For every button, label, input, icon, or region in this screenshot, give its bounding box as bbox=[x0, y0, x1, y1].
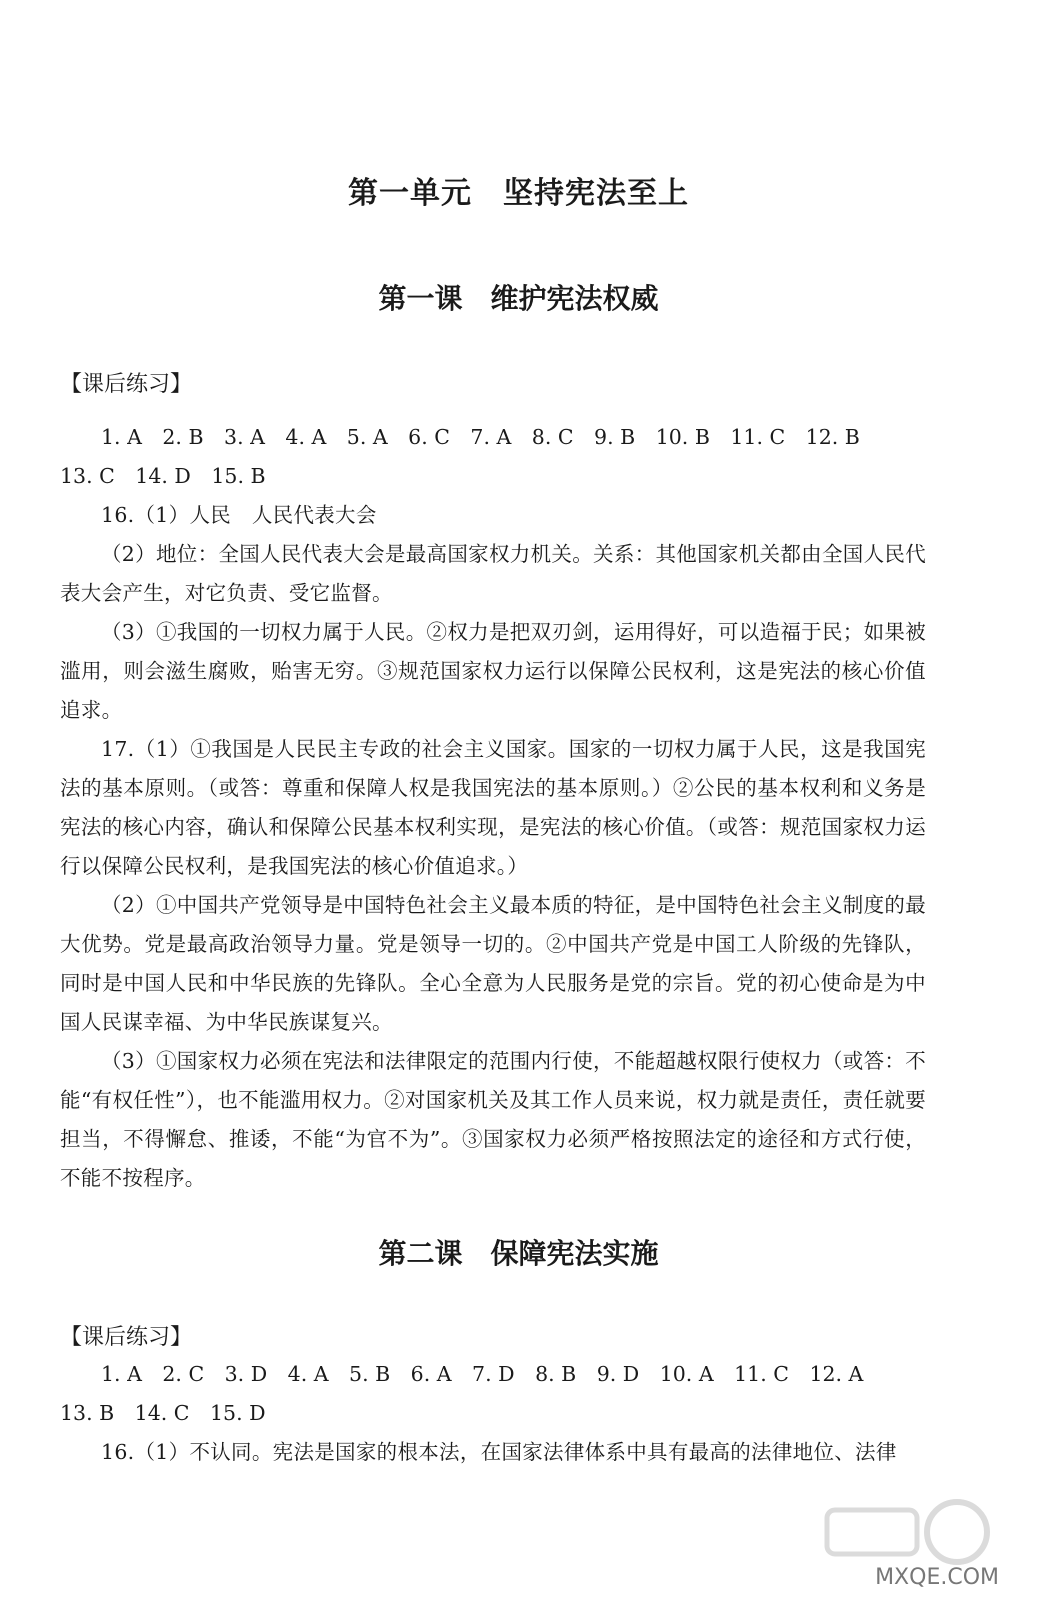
paragraph: （2）地位：全国人民代表大会是最高国家权力机关。关系：其他国家机关都由全国人民代表大会产生，对它负责、受它监督。 bbox=[60, 542, 926, 605]
lesson2-section-label: 【课后练习】 bbox=[60, 1325, 193, 1350]
watermark-text: MXQE.COM bbox=[875, 1565, 999, 1590]
lesson1-answers bbox=[60, 418, 926, 496]
lesson2-answers bbox=[60, 1355, 926, 1433]
answer-line: 13. B 14. C 15. D bbox=[60, 1401, 266, 1425]
lesson2-body bbox=[60, 1433, 926, 1472]
paragraph: （3）①我国的一切权力属于人民。②权力是把双刃剑，运用得好，可以造福于民；如果被滥用，则会滋生腐败，贻害无穷。③规范国家权力运行以保障公民权利，这是宪法的核心价值追求。 bbox=[60, 620, 926, 722]
paragraph: 16.（1）不认同。宪法是国家的根本法，在国家法律体系中具有最高的法律地位、法律 bbox=[101, 1440, 897, 1464]
paragraph: 17.（1）①我国是人民民主专政的社会主义国家。国家的一切权力属于人民，这是我国宪法的基本原则。（或答：尊重和保障人权是我国宪法的基本原则。）②公民的基本权利和义务是宪法的核心内容，确认和保障公民基本权利实现，是宪法的核心价值。（或答：规范国家权力运行以保障公民权利，是我国宪法的核心价值追求。） bbox=[60, 737, 926, 878]
answer-line: 1. A 2. B 3. A 4. A 5. A 6. C 7. A 8. C 9. B 10. B 11. C 12. B bbox=[101, 425, 860, 449]
answer-line: 13. C 14. D 15. B bbox=[60, 464, 266, 488]
lesson1-section-label: 【课后练习】 bbox=[60, 372, 193, 397]
answer-line: 1. A 2. C 3. D 4. A 5. B 6. A 7. D 8. B 9. D 10. A 11. C 12. A bbox=[101, 1362, 864, 1386]
paragraph: 16.（1）人民 人民代表大会 bbox=[101, 503, 377, 527]
lesson1-body bbox=[60, 496, 926, 1198]
paragraph: （2）①中国共产党领导是中国特色社会主义最本质的特征，是中国特色社会主义制度的最大优势。党是最高政治领导力量。党是领导一切的。②中国共产党是中国工人阶级的先锋队，同时是中国人民和中华民族的先锋队。全心全意为人民服务是党的宗旨。党的初心使命是为中国人民谋幸福、为中华民族谋复兴。 bbox=[60, 893, 926, 1034]
lesson2-title: 第二课 保障宪法实施 bbox=[378, 1237, 659, 1270]
paragraph: （3）①国家权力必须在宪法和法律限定的范围内行使，不能超越权限行使权力（或答：不能“有权任性”），也不能滥用权力。②对国家机关及其工作人员来说，权力就是责任，责任就要担当，不得懈怠、推诿，不能“为官不为”。③国家权力必须严格按照法定的途径和方式行使，不能不按程序。 bbox=[60, 1049, 926, 1190]
lesson1-title: 第一课 维护宪法权威 bbox=[378, 282, 659, 315]
unit-title: 第一单元 坚持宪法至上 bbox=[348, 176, 689, 211]
